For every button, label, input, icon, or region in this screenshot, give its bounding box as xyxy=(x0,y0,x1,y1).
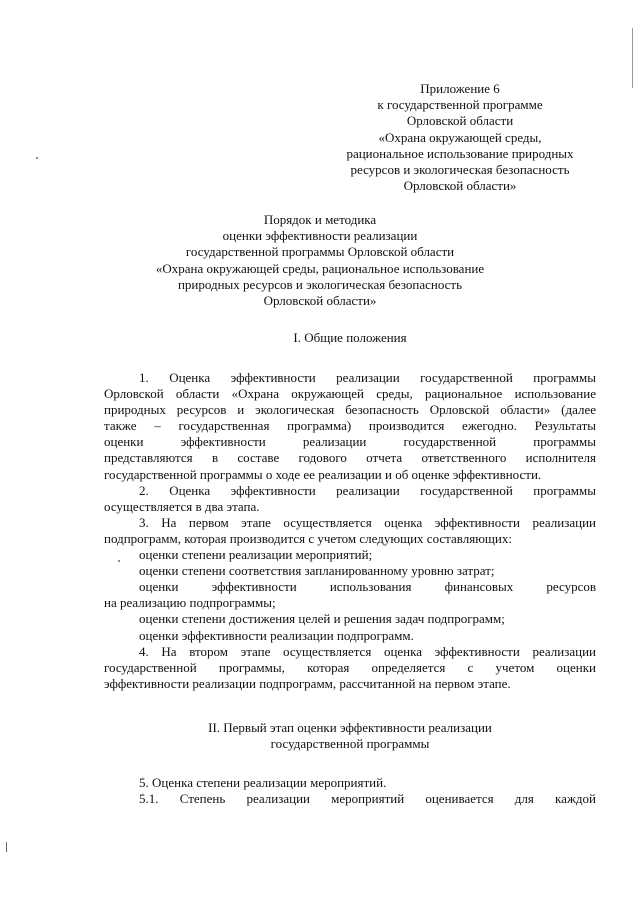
section-1-body xyxy=(104,370,596,692)
appendix-line: к государственной программе xyxy=(377,97,543,113)
paragraph-line: Орловской области «Охрана окружающей среды, рациональное использование xyxy=(104,386,596,402)
section-2-heading xyxy=(100,720,600,752)
appendix-line: рациональное использование природных xyxy=(346,145,574,161)
scan-speck xyxy=(6,842,7,852)
title-line: Порядок и методика xyxy=(263,212,377,227)
section-heading-line: II. Первый этап оценки эффективности реализации xyxy=(208,720,492,735)
paragraph-line: подпрограмм, которая производится с учетом следующих составляющих: xyxy=(104,530,513,546)
paragraph-line: 1. Оценка эффективности реализации государственной программы xyxy=(139,370,596,385)
list-item: оценки степени соответствия запланированному уровню затрат; xyxy=(139,563,495,579)
list-item: оценки эффективности реализации подпрограмм. xyxy=(139,627,414,643)
appendix-header xyxy=(330,81,590,194)
list-item: оценки степени реализации мероприятий; xyxy=(139,547,373,563)
scan-edge-mark xyxy=(632,28,633,88)
title-line: оценки эффективности реализации xyxy=(222,228,418,244)
paragraph-line: 3. На первом этапе осуществляется оценка эффективности реализации xyxy=(139,514,596,530)
appendix-line: Приложение 6 xyxy=(420,81,500,96)
list-item: оценки степени достижения целей и решения задач подпрограмм; xyxy=(139,611,505,627)
paragraph-line: также – государственная программа) производится ежегодно. Результаты xyxy=(104,418,596,434)
paragraph-line: 5. Оценка степени реализации мероприятий. xyxy=(139,775,387,790)
section-2-body xyxy=(104,775,596,807)
document-title xyxy=(120,212,520,309)
paragraph-line: государственной программы о ходе ее реализации и об оценке эффективности. xyxy=(104,466,542,482)
scan-speck xyxy=(118,560,120,562)
section-heading-line: государственной программы xyxy=(270,736,430,752)
section-1-heading xyxy=(100,330,600,346)
appendix-line: Орловской области xyxy=(406,113,514,129)
paragraph-line: 2. Оценка эффективности реализации государственной программы xyxy=(139,482,596,498)
paragraph-line: государственной программы, которая определяется с учетом оценки xyxy=(104,659,596,675)
paragraph-line: на реализацию подпрограммы; xyxy=(104,595,276,611)
title-line: государственной программы Орловской области xyxy=(185,244,455,260)
title-line: природных ресурсов и экологическая безопасность xyxy=(177,276,463,292)
section-heading-line: I. Общие положения xyxy=(293,330,407,345)
paragraph-line: осуществляется в два этапа. xyxy=(104,498,260,514)
paragraph-line: 5.1. Степень реализации мероприятий оценивается для каждой xyxy=(139,791,596,807)
appendix-line: ресурсов и экологическая безопасность xyxy=(350,162,570,178)
paragraph-line: 4. На втором этапе осуществляется оценка эффективности реализации xyxy=(139,643,596,659)
appendix-line: Орловской области» xyxy=(403,178,517,194)
paragraph-line: эффективности реализации подпрограмм, рассчитанной на первом этапе. xyxy=(104,675,511,691)
title-line: Орловской области» xyxy=(263,293,377,309)
appendix-line: «Охрана окружающей среды, xyxy=(378,129,542,145)
title-line: «Охрана окружающей среды, рациональное использование xyxy=(155,260,485,276)
scan-speck xyxy=(36,157,38,159)
paragraph-line: оценки эффективности реализации государственной программы xyxy=(104,434,596,450)
paragraph-line: природных ресурсов и экологическая безопасность Орловской области» (далее xyxy=(104,402,596,418)
paragraph-line: представляются в составе годового отчета ответственного исполнителя xyxy=(104,450,596,466)
list-item: оценки эффективности использования финансовых ресурсов xyxy=(139,579,596,595)
